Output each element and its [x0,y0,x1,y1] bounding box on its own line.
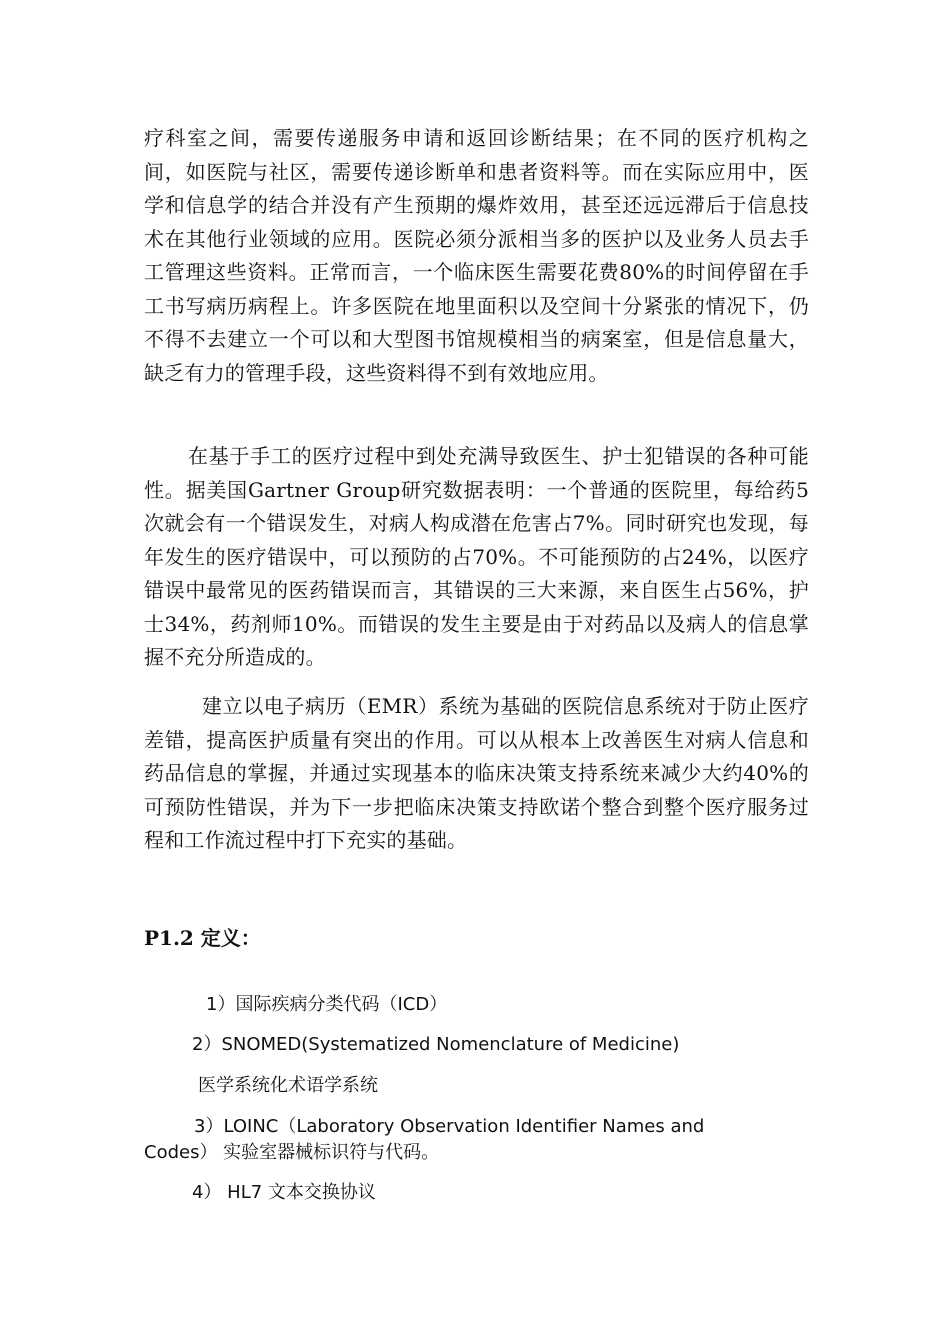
definition-item-snomed: 2）SNOMED(Systematized Nomenclature of Medicine) [192,1034,680,1055]
paragraph-1: 疗科室之间，需要传递服务申请和返回诊断结果；在不同的医疗机构之间，如医院与社区，需要传递诊断单和患者资料等。而在实际应用中，医学和信息学的结合并没有产生预期的爆炸效用，甚至还远远滞后于信息技术在其他行业领域的应用。医院必须分派相当多的医护以及业务人员去手工管理这些资料。正常而言，一个临床医生需要花费80%的时间停留在手工书写病历病程上。许多医院在地里面积以及空间十分紧张的情况下，仍不得不去建立一个可以和大型图书馆规模相当的病案室，但是信息量大，缺乏有力的管理手段，这些资料得不到有效地应用。 [144,126,809,385]
paragraph-3: 建立以电子病历（EMR）系统为基础的医院信息系统对于防止医疗差错，提高医护质量有突出的作用。可以从根本上改善医生对病人信息和药品信息的掌握，并通过实现基本的临床决策支持系统来减少大约40%的可预防性错误，并为下一步把临床决策支持欧诺个整合到整个医疗服务过程和工作流过程中打下充实的基础。 [144,694,809,852]
section-heading: P1.2 定义： [144,926,261,950]
paragraph-2: 在基于手工的医疗过程中到处充满导致医生、护士犯错误的各种可能性。据美国Gartner Group研究数据表明：一个普通的医院里，每给药5次就会有一个错误发生，对病人构成潜在危害占7%。同时研究也发现，每年发生的医疗错误中，可以预防的占70%。不可能预防的占24%，以医疗错误中最常见的医药错误而言，其错误的三大来源，来自医生占56%，护士34%，药剂师10%。而错误的发生主要是由于对药品以及病人的信息掌握不充分所造成的。 [144,444,809,669]
definition-item-snomed-chinese: 医学系统化术语学系统 [198,1075,378,1096]
definition-item-icd: 1）国际疾病分类代码（ICD） [206,994,448,1015]
definition-item-loinc: 3）LOINC（Laboratory Observation Identifier Names and Codes） 实验室器械标识符与代码。 [144,1116,705,1163]
definition-item-hl7: 4） HL7 文本交换协议 [192,1182,376,1203]
